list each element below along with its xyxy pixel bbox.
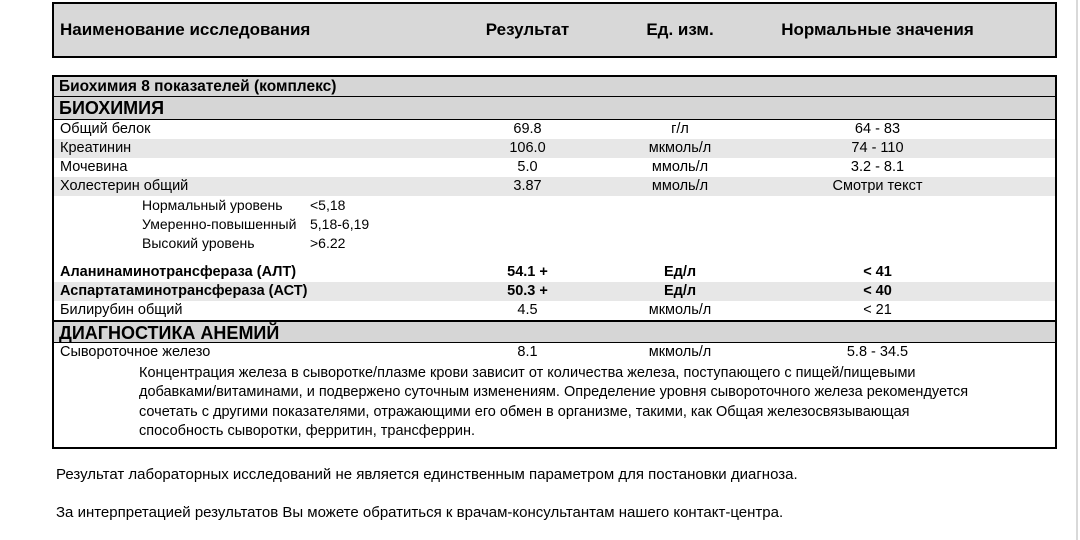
cholesterol-level-note-row bbox=[54, 196, 1055, 215]
section-header-panel: Биохимия 8 показателей (комплекс) bbox=[54, 77, 1055, 97]
column-header-normal-values: Нормальные значения bbox=[781, 20, 974, 39]
table-row bbox=[54, 282, 1055, 301]
cell-test-name: Билирубин общий bbox=[60, 302, 183, 318]
cell-normal-values: 5.8 - 34.5 bbox=[846, 344, 909, 360]
table-row bbox=[54, 158, 1055, 177]
cell-pad bbox=[985, 120, 1055, 139]
cell-units: мкмоль/л bbox=[648, 140, 712, 156]
subnote-label: Умеренно-повышенный bbox=[142, 216, 297, 232]
results-table-body bbox=[52, 75, 1057, 449]
cell-units: мкмоль/л bbox=[648, 344, 712, 360]
page-edge-line bbox=[1076, 0, 1078, 540]
subnote-value: >6.22 bbox=[310, 235, 346, 251]
iron-comment-line: сочетать с другими показателями, отражающими его обмен в организме, такими, как Общая железосвязывающая bbox=[139, 403, 910, 420]
cell-pad bbox=[985, 301, 1055, 320]
cell-test-name: Аспартатаминотрансфераза (АСТ) bbox=[60, 283, 308, 299]
cell-result: 8.1 bbox=[517, 344, 538, 360]
subnote-label: Высокий уровень bbox=[142, 235, 255, 251]
cell-test-name: Креатинин bbox=[60, 140, 132, 156]
iron-comment-line: Концентрация железа в сыворотке/плазме крови зависит от количества железа, поступающего с пищей/пищевыми bbox=[139, 365, 916, 381]
cell-pad bbox=[985, 177, 1055, 196]
cell-test-name: Мочевина bbox=[60, 159, 128, 175]
cell-result: 3.87 bbox=[513, 178, 542, 194]
spacer-row bbox=[54, 253, 1055, 263]
section-header-group: БИОХИМИЯ bbox=[54, 97, 1055, 120]
cell-normal-values: 3.2 - 8.1 bbox=[850, 159, 905, 175]
cholesterol-level-note-row bbox=[54, 234, 1055, 253]
cell-test-name: Общий белок bbox=[60, 121, 151, 137]
cell-units: ммоль/л bbox=[651, 178, 709, 194]
footer-contact-note: За интерпретацией результатов Вы можете обратиться к врачам-консультантам нашего контакт-центра. bbox=[56, 504, 784, 521]
cell-units: ммоль/л bbox=[651, 159, 709, 175]
cell-test-name: Аланинаминотрансфераза (АЛТ) bbox=[60, 264, 297, 280]
footer-disclaimer: Результат лабораторных исследований не является единственным параметром для постановки диагноза. bbox=[56, 466, 798, 483]
subnote-value: <5,18 bbox=[310, 197, 346, 213]
column-header-units: Ед. изм. bbox=[646, 20, 714, 39]
cell-units: Ед/л bbox=[663, 264, 697, 280]
iron-comment-line: добавками/витаминами, и подвержено суточным изменениям. Определение уровня сывороточного железа рекомендуется bbox=[139, 384, 969, 401]
table-row bbox=[54, 177, 1055, 196]
cell-result: 50.3 + bbox=[507, 283, 548, 299]
cell-pad bbox=[985, 282, 1055, 301]
iron-comment-paragraph bbox=[54, 362, 1055, 447]
cell-pad bbox=[985, 158, 1055, 177]
cell-result: 4.5 bbox=[517, 302, 538, 318]
subnote-value: 5,18-6,19 bbox=[310, 216, 370, 232]
table-row bbox=[54, 343, 1055, 362]
section-header-group: ДИАГНОСТИКА АНЕМИЙ bbox=[54, 320, 1055, 343]
cell-pad bbox=[985, 139, 1055, 158]
cell-result: 54.1 + bbox=[507, 264, 548, 280]
cholesterol-level-note-row bbox=[54, 215, 1055, 234]
table-row bbox=[54, 139, 1055, 158]
cell-normal-values: 74 - 110 bbox=[851, 140, 904, 156]
cell-normal-values: Смотри текст bbox=[832, 178, 923, 194]
cell-result: 5.0 bbox=[517, 159, 538, 175]
cell-result: 106.0 bbox=[509, 140, 546, 156]
cell-units: мкмоль/л bbox=[648, 302, 712, 318]
cell-test-name: Холестерин общий bbox=[60, 178, 189, 194]
iron-comment-line: способность сыворотки, ферритин, трансферрин. bbox=[139, 422, 476, 439]
cell-units: г/л bbox=[671, 121, 689, 137]
table-row bbox=[54, 301, 1055, 320]
cell-normal-values: < 41 bbox=[863, 264, 892, 280]
cell-normal-values: 64 - 83 bbox=[854, 121, 901, 137]
column-header-result: Результат bbox=[485, 20, 570, 39]
cell-result: 69.8 bbox=[513, 121, 542, 137]
results-table-header bbox=[52, 2, 1057, 58]
cell-normal-values: < 40 bbox=[863, 283, 892, 299]
subnote-label: Нормальный уровень bbox=[142, 197, 283, 213]
cell-units: Ед/л bbox=[663, 283, 697, 299]
cell-pad bbox=[985, 343, 1055, 362]
cell-test-name: Сывороточное железо bbox=[60, 344, 211, 360]
cell-normal-values: < 21 bbox=[863, 302, 892, 318]
table-row bbox=[54, 263, 1055, 282]
column-header-test-name: Наименование исследования bbox=[60, 20, 311, 39]
table-row bbox=[54, 120, 1055, 139]
cell-pad bbox=[985, 263, 1055, 282]
